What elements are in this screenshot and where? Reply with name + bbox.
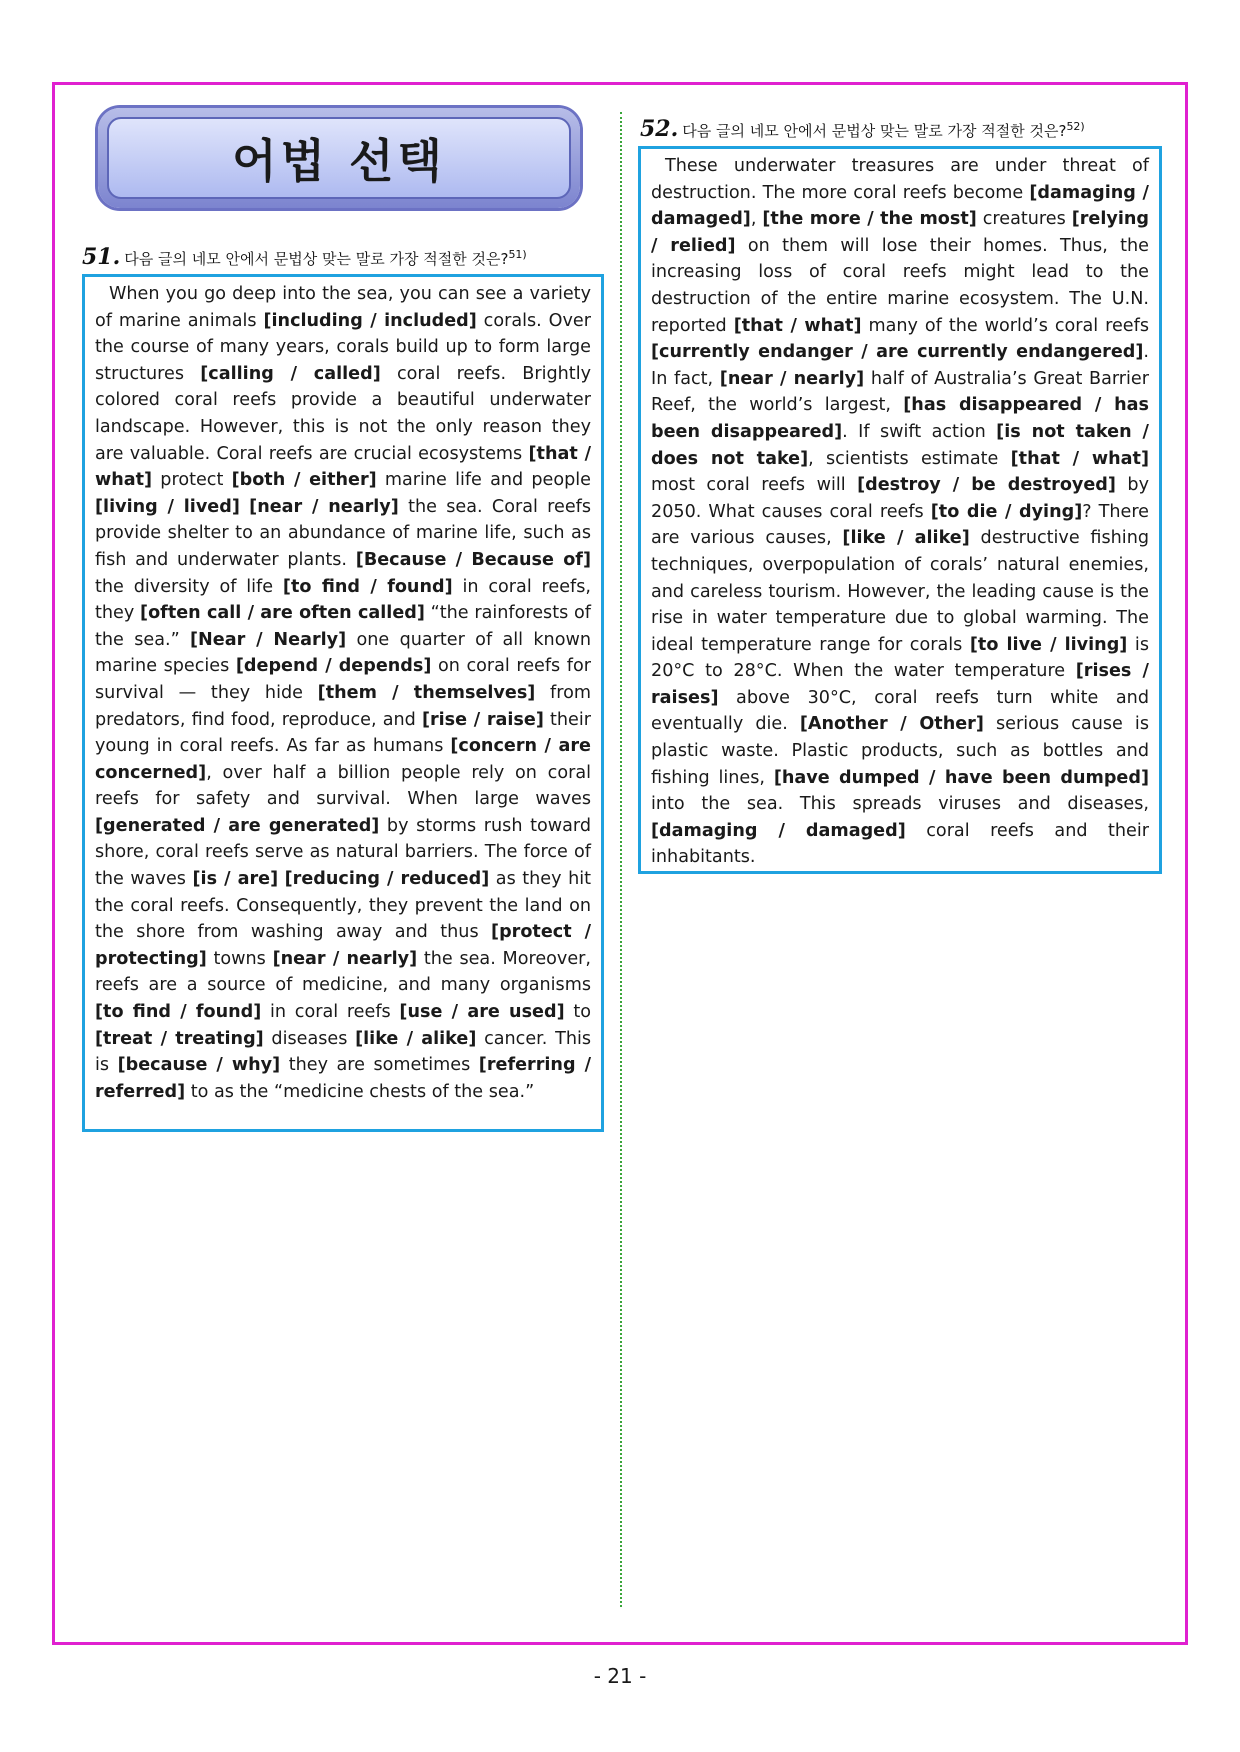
grammar-choice: [near / nearly] (272, 948, 418, 969)
question-footnote: 52) (1066, 120, 1085, 133)
grammar-choice: [them / themselves] (317, 682, 536, 703)
grammar-choice: [the more / the most] (762, 209, 977, 230)
passage-51 (82, 274, 604, 1132)
grammar-choice: [that / what] (95, 443, 591, 491)
section-title-banner (98, 108, 580, 208)
grammar-choice: [protect / protecting] (95, 922, 591, 969)
grammar-choice: [has disappeared / has been disappeared] (651, 395, 1150, 442)
grammar-choice: [is not taken / does not take] (651, 421, 1149, 469)
grammar-choice: [near / nearly] (719, 368, 865, 389)
grammar-choice: [treat / treating] (95, 1028, 264, 1049)
passage-text: These underwater treasures are under threat of destruction. The more coral reefs become [damaging / damaged], [the more / the most] creatures [relying / relied] on them will lose their homes. Thus, the increasing loss of coral reefs might lead to the destruction of the entire marine ecosystem. The U.N. reported [that / what] many of the world’s coral reefs [currently endanger / are currently endangered]. In fact, [near / nearly] half of Australia’s Great Barrier Reef, the world’s largest, [has disappeared / has been disappeared]. If swift action [is not taken / does not take], scientists estimate [that / what] most coral reefs will [destroy / be destroyed] by 2050. What causes coral reefs [to die / dying]? There are various causes, [like / alike] destructive fishing techniques, overpopulation of corals’ natural enemies, and careless tourism. However, the leading cause is the rise in water temperature due to global warming. The ideal temperature range for corals [to live / living] is 20°C to 28°C. When the water temperature [rises / raises] above 30°C, coral reefs turn white and eventually die. [Another / Other] serious cause is plastic waste. Plastic products, such as bottles and fishing lines, [have dumped / have been dumped] into the sea. This spreads viruses and diseases, [damaging / damaged] coral reefs and their inhabitants. (651, 156, 1150, 868)
grammar-choice: [to live / living] (969, 634, 1128, 655)
grammar-choice: [including / included] (263, 310, 477, 331)
grammar-choice: [destroy / be destroyed] (857, 475, 1116, 496)
grammar-choice: [both / either] (231, 470, 377, 491)
question-52-header (640, 116, 1085, 142)
grammar-choice: [that / what] (1010, 448, 1149, 469)
grammar-choice: [Near / Nearly] (190, 629, 347, 650)
grammar-choice: [referring / referred] (95, 1055, 592, 1102)
grammar-choice: [use / are used] (399, 1002, 565, 1023)
grammar-choice: [currently endanger / are currently endangered] (651, 342, 1144, 363)
question-number: 52. (640, 116, 679, 142)
question-prompt: 다음 글의 네모 안에서 문법상 맞는 말로 가장 적절한 것은? (682, 122, 1067, 140)
grammar-choice: [have dumped / have been dumped] (773, 767, 1149, 788)
grammar-choice: [Because / Because of] (355, 549, 592, 570)
grammar-choice: [often call / are often called] (140, 603, 425, 624)
grammar-choice: [to find / found] (282, 576, 453, 597)
grammar-choice: [like / alike] (355, 1028, 477, 1049)
grammar-choice: [that / what] (733, 315, 862, 336)
question-51-header (82, 244, 527, 270)
question-number: 51. (82, 244, 121, 270)
grammar-choice: [to die / dying] (930, 501, 1083, 522)
page-number: - 21 - (593, 1664, 647, 1688)
grammar-choice: [rises / raises] (651, 661, 1149, 708)
grammar-choice: [Another / Other] (799, 714, 984, 735)
grammar-choice: [concern / are concerned] (95, 736, 591, 783)
grammar-choice: [near / nearly] (249, 496, 399, 517)
passage-text: When you go deep into the sea, you can see a variety of marine animals [including / included] corals. Over the course of many years, corals build up to form large structures [calling / called] coral reefs. Brightly colored coral reefs provide a beautiful underwater landscape. However, this is not the only reason they are valuable. Coral reefs are crucial ecosystems [that / what] protect [both / either] marine life and people [living / lived] [near / nearly] the sea. Coral reefs provide shelter to an abundance of marine life, such as fish and underwater plants. [Because / Because of] the diversity of life [to find / found] in coral reefs, they [often call / are often called] “the rainforests of the sea.” [Near / Nearly] one quarter of all known marine species [depend / depends] on coral reefs for survival — they hide [them / themselves] from predators, find food, reproduce, and [rise / raise] their young in coral reefs. As far as humans [concern / are concerned], over half a billion people rely on coral reefs for safety and survival. When large waves [generated / are generated] by storms rush toward shore, coral reefs serve as natural barriers. The force of the waves [is / are] [reducing / reduced] as they hit the coral reefs. Consequently, they prevent the land on the shore from washing away and thus [protect / protecting] towns [near / nearly] the sea. Moreover, reefs are a source of medicine, and many organisms [to find / found] in coral reefs [use / are used] to [treat / treating] diseases [like / alike] cancer. This is [because / why] they are sometimes [referring / referred] to as the “medicine chests of the sea.” (95, 284, 592, 1102)
grammar-choice: [to find / found] (95, 1002, 262, 1023)
passage-52 (638, 146, 1162, 874)
grammar-choice: [depend / depends] (235, 656, 432, 677)
question-prompt: 다음 글의 네모 안에서 문법상 맞는 말로 가장 적절한 것은? (124, 250, 509, 268)
grammar-choice: [damaging / damaged] (651, 820, 906, 841)
grammar-choice: [rise / raise] (421, 709, 544, 730)
grammar-choice: [living / lived] (95, 496, 240, 517)
grammar-choice: [generated / are generated] (95, 815, 380, 836)
section-title: 어법 선택 (107, 117, 571, 199)
grammar-choice: [damaging / damaged] (651, 182, 1149, 230)
column-divider (620, 112, 622, 1607)
grammar-choice: [calling / called] (200, 363, 381, 384)
grammar-choice: [reducing / reduced] (284, 869, 490, 890)
grammar-choice: [because / why] (117, 1055, 281, 1076)
question-footnote: 51) (508, 248, 527, 261)
grammar-choice: [like / alike] (842, 528, 970, 549)
grammar-choice: [is / are] (192, 869, 279, 890)
grammar-choice: [relying / relied] (651, 209, 1150, 256)
